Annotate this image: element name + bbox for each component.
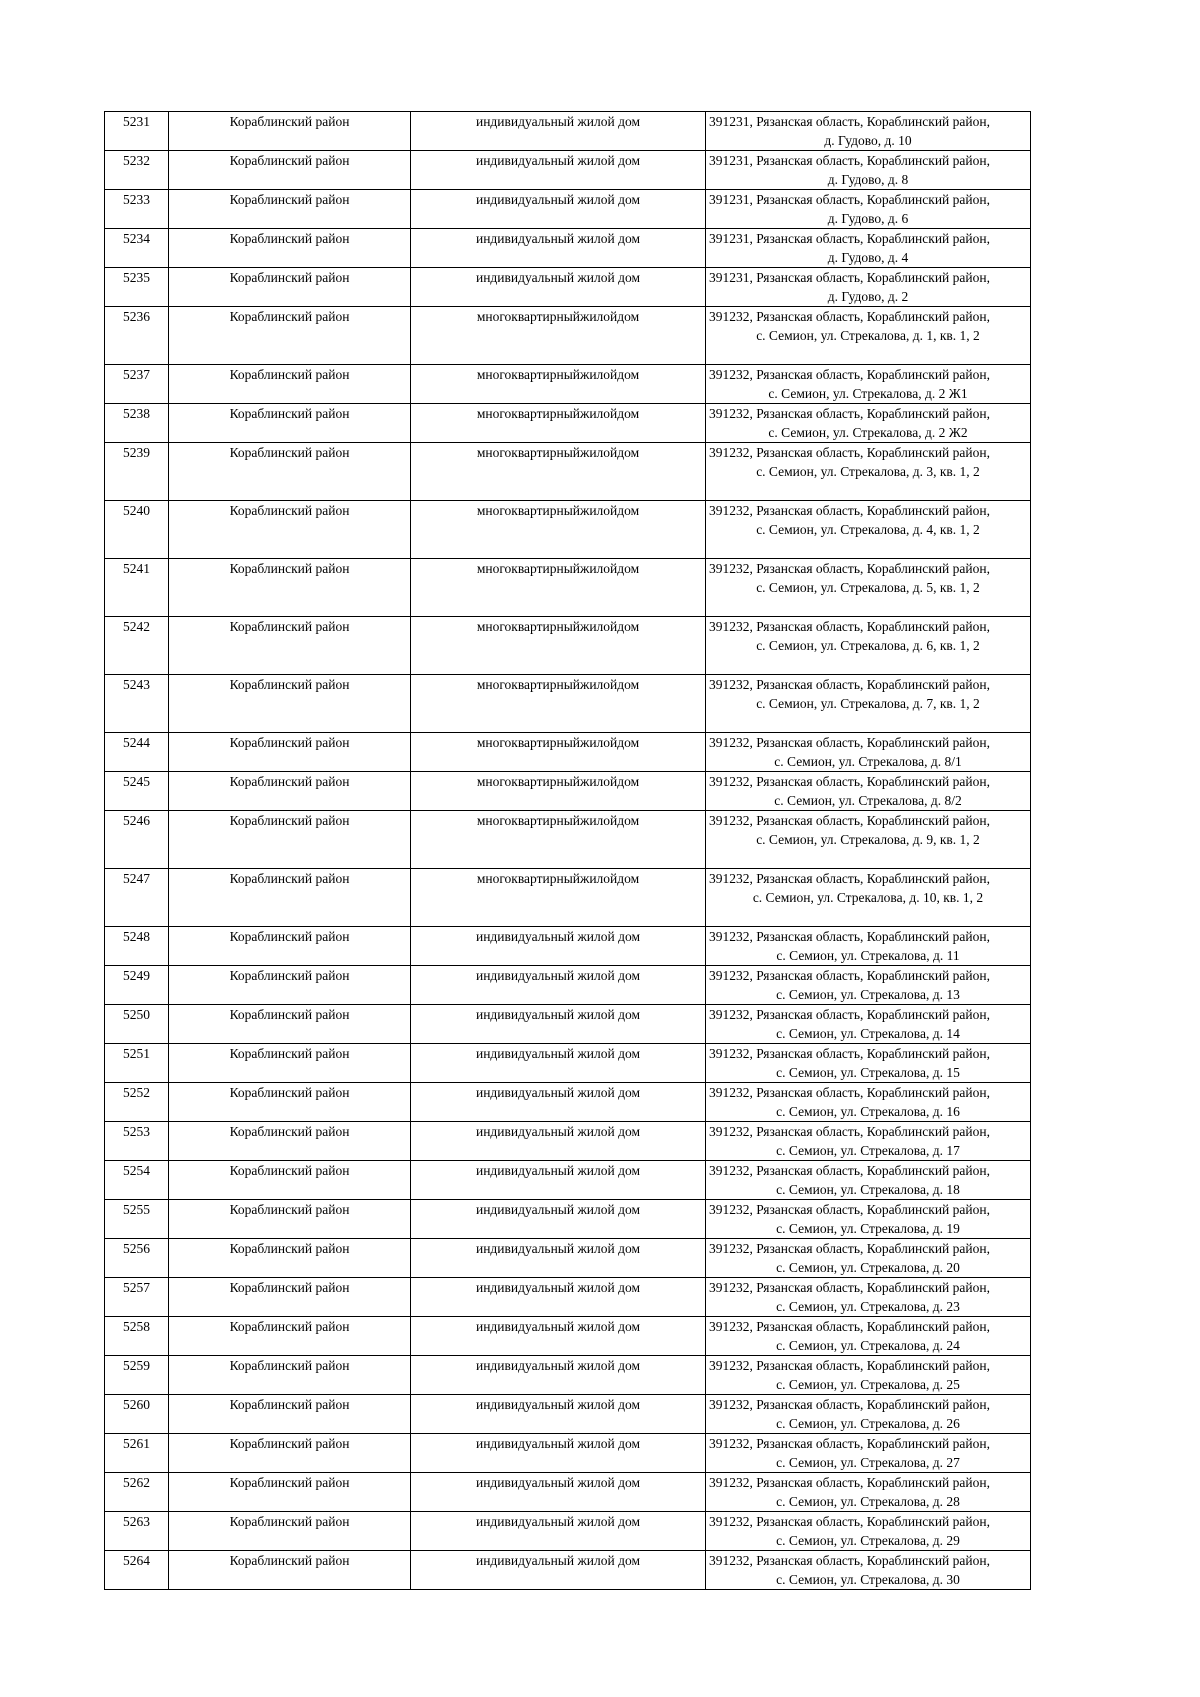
table-row [105, 1161, 1031, 1200]
address-line-1: 391232, Рязанская область, Кораблинский район, [709, 1163, 990, 1178]
building-type-cell: индивидуальный жилой дом [411, 1512, 706, 1551]
address-cell [706, 190, 1031, 229]
address-cell [706, 1317, 1031, 1356]
record-number-cell: 5237 [105, 365, 169, 404]
address-line-1: 391232, Рязанская область, Кораблинский район, [709, 1319, 990, 1334]
address-line-1: 391231, Рязанская область, Кораблинский район, [709, 153, 990, 168]
building-type-cell: индивидуальный жилой дом [411, 151, 706, 190]
address-line-2: с. Семион, ул. Стрекалова, д. 8/1 [774, 754, 962, 769]
district-cell: Кораблинский район [169, 112, 411, 151]
address-line-2: с. Семион, ул. Стрекалова, д. 24 [776, 1338, 960, 1353]
record-number-cell: 5259 [105, 1356, 169, 1395]
district-cell: Кораблинский район [169, 1395, 411, 1434]
address-cell [706, 869, 1031, 927]
address-line-1: 391232, Рязанская область, Кораблинский район, [709, 1358, 990, 1373]
address-line-2: с. Семион, ул. Стрекалова, д. 23 [776, 1299, 960, 1314]
building-type-cell: многоквартирныйжилойдом [411, 365, 706, 404]
address-line-2: с. Семион, ул. Стрекалова, д. 2 Ж2 [768, 425, 968, 440]
record-number-cell: 5241 [105, 559, 169, 617]
address-line-1: 391232, Рязанская область, Кораблинский район, [709, 1475, 990, 1490]
record-number-cell: 5262 [105, 1473, 169, 1512]
district-cell: Кораблинский район [169, 966, 411, 1005]
address-line-2: д. Гудово, д. 6 [827, 211, 909, 226]
building-type-cell: индивидуальный жилой дом [411, 112, 706, 151]
record-number-cell: 5263 [105, 1512, 169, 1551]
district-cell: Кораблинский район [169, 1044, 411, 1083]
record-number-cell: 5254 [105, 1161, 169, 1200]
table-row [105, 1395, 1031, 1434]
address-cell [706, 365, 1031, 404]
building-type-cell: многоквартирныйжилойдом [411, 443, 706, 501]
table-row [105, 1239, 1031, 1278]
record-number-cell: 5247 [105, 869, 169, 927]
address-cell [706, 443, 1031, 501]
district-cell: Кораблинский район [169, 1473, 411, 1512]
table-row [105, 404, 1031, 443]
building-type-cell: индивидуальный жилой дом [411, 1200, 706, 1239]
address-line-1: 391232, Рязанская область, Кораблинский район, [709, 1007, 990, 1022]
address-line-1: 391232, Рязанская область, Кораблинский район, [709, 1514, 990, 1529]
address-line-2: с. Семион, ул. Стрекалова, д. 6, кв. 1, 2 [756, 638, 980, 653]
district-cell: Кораблинский район [169, 1083, 411, 1122]
table-row [105, 1005, 1031, 1044]
record-number-cell: 5264 [105, 1551, 169, 1590]
table-row [105, 559, 1031, 617]
table-row [105, 1356, 1031, 1395]
record-number-cell: 5257 [105, 1278, 169, 1317]
building-type-cell: индивидуальный жилой дом [411, 1122, 706, 1161]
table-row [105, 112, 1031, 151]
district-cell: Кораблинский район [169, 268, 411, 307]
building-type-cell: многоквартирныйжилойдом [411, 559, 706, 617]
table-row [105, 869, 1031, 927]
address-cell [706, 966, 1031, 1005]
table-row [105, 307, 1031, 365]
district-cell: Кораблинский район [169, 1356, 411, 1395]
building-type-cell: индивидуальный жилой дом [411, 1473, 706, 1512]
address-cell [706, 404, 1031, 443]
district-cell: Кораблинский район [169, 811, 411, 869]
table-row [105, 772, 1031, 811]
record-number-cell: 5255 [105, 1200, 169, 1239]
district-cell: Кораблинский район [169, 1434, 411, 1473]
address-cell [706, 1434, 1031, 1473]
table-row [105, 1083, 1031, 1122]
address-line-2: д. Гудово, д. 10 [824, 133, 912, 148]
address-cell [706, 559, 1031, 617]
address-line-1: 391232, Рязанская область, Кораблинский район, [709, 561, 990, 576]
address-cell [706, 501, 1031, 559]
address-cell [706, 1083, 1031, 1122]
address-cell [706, 1356, 1031, 1395]
district-cell: Кораблинский район [169, 675, 411, 733]
address-line-1: 391231, Рязанская область, Кораблинский район, [709, 270, 990, 285]
building-type-cell: индивидуальный жилой дом [411, 229, 706, 268]
address-line-2: с. Семион, ул. Стрекалова, д. 14 [776, 1026, 960, 1041]
address-cell [706, 1239, 1031, 1278]
building-type-cell: многоквартирныйжилойдом [411, 869, 706, 927]
district-cell: Кораблинский район [169, 1200, 411, 1239]
address-line-2: с. Семион, ул. Стрекалова, д. 17 [776, 1143, 960, 1158]
address-cell [706, 112, 1031, 151]
building-type-cell: многоквартирныйжилойдом [411, 733, 706, 772]
record-number-cell: 5238 [105, 404, 169, 443]
building-type-cell: многоквартирныйжилойдом [411, 811, 706, 869]
district-cell: Кораблинский район [169, 443, 411, 501]
building-type-cell: индивидуальный жилой дом [411, 927, 706, 966]
address-line-1: 391232, Рязанская область, Кораблинский район, [709, 445, 990, 460]
building-type-cell: многоквартирныйжилойдом [411, 501, 706, 559]
address-cell [706, 1278, 1031, 1317]
address-line-2: с. Семион, ул. Стрекалова, д. 13 [776, 987, 960, 1002]
address-line-2: д. Гудово, д. 2 [827, 289, 909, 304]
building-type-cell: индивидуальный жилой дом [411, 1044, 706, 1083]
address-cell [706, 772, 1031, 811]
address-line-1: 391232, Рязанская область, Кораблинский район, [709, 1436, 990, 1451]
address-cell [706, 307, 1031, 365]
address-cell [706, 1395, 1031, 1434]
table-row [105, 268, 1031, 307]
record-number-cell: 5251 [105, 1044, 169, 1083]
address-cell [706, 617, 1031, 675]
address-line-1: 391232, Рязанская область, Кораблинский район, [709, 677, 990, 692]
address-line-1: 391232, Рязанская область, Кораблинский район, [709, 813, 990, 828]
address-line-1: 391232, Рязанская область, Кораблинский район, [709, 503, 990, 518]
address-line-1: 391231, Рязанская область, Кораблинский район, [709, 114, 990, 129]
table-row [105, 927, 1031, 966]
address-line-2: д. Гудово, д. 8 [827, 172, 909, 187]
district-cell: Кораблинский район [169, 1551, 411, 1590]
record-number-cell: 5231 [105, 112, 169, 151]
table-row [105, 1044, 1031, 1083]
address-line-1: 391232, Рязанская область, Кораблинский район, [709, 1202, 990, 1217]
record-number-cell: 5232 [105, 151, 169, 190]
address-line-1: 391232, Рязанская область, Кораблинский район, [709, 1553, 990, 1568]
district-cell: Кораблинский район [169, 1005, 411, 1044]
address-line-1: 391232, Рязанская область, Кораблинский район, [709, 1085, 990, 1100]
record-number-cell: 5234 [105, 229, 169, 268]
table-body [105, 112, 1031, 1590]
address-cell [706, 1200, 1031, 1239]
district-cell: Кораблинский район [169, 617, 411, 675]
record-number-cell: 5242 [105, 617, 169, 675]
table-row [105, 190, 1031, 229]
record-number-cell: 5243 [105, 675, 169, 733]
record-number-cell: 5239 [105, 443, 169, 501]
record-number-cell: 5246 [105, 811, 169, 869]
address-line-2: с. Семион, ул. Стрекалова, д. 4, кв. 1, 2 [756, 522, 980, 537]
district-cell: Кораблинский район [169, 1512, 411, 1551]
table-row [105, 151, 1031, 190]
table-row [105, 1512, 1031, 1551]
address-line-2: с. Семион, ул. Стрекалова, д. 18 [776, 1182, 960, 1197]
building-type-cell: многоквартирныйжилойдом [411, 307, 706, 365]
district-cell: Кораблинский район [169, 772, 411, 811]
address-line-2: с. Семион, ул. Стрекалова, д. 2 Ж1 [768, 386, 968, 401]
table-row [105, 811, 1031, 869]
record-number-cell: 5235 [105, 268, 169, 307]
building-type-cell: индивидуальный жилой дом [411, 1395, 706, 1434]
record-number-cell: 5253 [105, 1122, 169, 1161]
table-row [105, 443, 1031, 501]
record-number-cell: 5252 [105, 1083, 169, 1122]
address-line-2: с. Семион, ул. Стрекалова, д. 28 [776, 1494, 960, 1509]
address-line-1: 391232, Рязанская область, Кораблинский район, [709, 774, 990, 789]
district-cell: Кораблинский район [169, 501, 411, 559]
district-cell: Кораблинский район [169, 559, 411, 617]
district-cell: Кораблинский район [169, 733, 411, 772]
district-cell: Кораблинский район [169, 151, 411, 190]
record-number-cell: 5236 [105, 307, 169, 365]
address-line-1: 391231, Рязанская область, Кораблинский район, [709, 192, 990, 207]
address-line-1: 391232, Рязанская область, Кораблинский район, [709, 735, 990, 750]
building-type-cell: индивидуальный жилой дом [411, 1434, 706, 1473]
address-cell [706, 811, 1031, 869]
address-line-2: с. Семион, ул. Стрекалова, д. 1, кв. 1, 2 [756, 328, 980, 343]
address-line-2: с. Семион, ул. Стрекалова, д. 8/2 [774, 793, 962, 808]
building-type-cell: индивидуальный жилой дом [411, 268, 706, 307]
address-line-1: 391232, Рязанская область, Кораблинский район, [709, 406, 990, 421]
district-cell: Кораблинский район [169, 229, 411, 268]
table-row [105, 501, 1031, 559]
address-line-1: 391232, Рязанская область, Кораблинский район, [709, 871, 990, 886]
building-type-cell: многоквартирныйжилойдом [411, 404, 706, 443]
table-row [105, 1278, 1031, 1317]
record-number-cell: 5249 [105, 966, 169, 1005]
table-row [105, 1434, 1031, 1473]
address-cell [706, 1512, 1031, 1551]
table-row [105, 229, 1031, 268]
address-cell [706, 1005, 1031, 1044]
district-cell: Кораблинский район [169, 1161, 411, 1200]
address-line-2: с. Семион, ул. Стрекалова, д. 27 [776, 1455, 960, 1470]
district-cell: Кораблинский район [169, 365, 411, 404]
address-line-2: с. Семион, ул. Стрекалова, д. 7, кв. 1, 2 [756, 696, 980, 711]
district-cell: Кораблинский район [169, 1239, 411, 1278]
address-line-2: с. Семион, ул. Стрекалова, д. 19 [776, 1221, 960, 1236]
table-row [105, 1200, 1031, 1239]
table-row [105, 617, 1031, 675]
address-line-2: с. Семион, ул. Стрекалова, д. 29 [776, 1533, 960, 1548]
address-cell [706, 151, 1031, 190]
address-line-2: с. Семион, ул. Стрекалова, д. 20 [776, 1260, 960, 1275]
table-row [105, 365, 1031, 404]
building-type-cell: многоквартирныйжилойдом [411, 675, 706, 733]
record-number-cell: 5233 [105, 190, 169, 229]
district-cell: Кораблинский район [169, 1122, 411, 1161]
building-type-cell: индивидуальный жилой дом [411, 1551, 706, 1590]
address-line-1: 391231, Рязанская область, Кораблинский район, [709, 231, 990, 246]
building-type-cell: индивидуальный жилой дом [411, 1005, 706, 1044]
record-number-cell: 5261 [105, 1434, 169, 1473]
building-type-cell: индивидуальный жилой дом [411, 1161, 706, 1200]
address-cell [706, 733, 1031, 772]
record-number-cell: 5240 [105, 501, 169, 559]
address-line-2: с. Семион, ул. Стрекалова, д. 25 [776, 1377, 960, 1392]
address-cell [706, 1161, 1031, 1200]
address-cell [706, 675, 1031, 733]
address-line-2: с. Семион, ул. Стрекалова, д. 11 [776, 948, 960, 963]
address-line-1: 391232, Рязанская область, Кораблинский район, [709, 1241, 990, 1256]
record-number-cell: 5260 [105, 1395, 169, 1434]
address-line-1: 391232, Рязанская область, Кораблинский район, [709, 367, 990, 382]
district-cell: Кораблинский район [169, 190, 411, 229]
record-number-cell: 5250 [105, 1005, 169, 1044]
address-cell [706, 927, 1031, 966]
record-number-cell: 5244 [105, 733, 169, 772]
housing-registry-table [104, 111, 1031, 1590]
address-line-2: с. Семион, ул. Стрекалова, д. 16 [776, 1104, 960, 1119]
address-line-1: 391232, Рязанская область, Кораблинский район, [709, 1280, 990, 1295]
address-line-2: с. Семион, ул. Стрекалова, д. 3, кв. 1, 2 [756, 464, 980, 479]
address-cell [706, 229, 1031, 268]
address-line-1: 391232, Рязанская область, Кораблинский район, [709, 619, 990, 634]
table-row [105, 675, 1031, 733]
table-row [105, 1317, 1031, 1356]
building-type-cell: индивидуальный жилой дом [411, 966, 706, 1005]
building-type-cell: многоквартирныйжилойдом [411, 617, 706, 675]
record-number-cell: 5245 [105, 772, 169, 811]
address-line-2: с. Семион, ул. Стрекалова, д. 15 [776, 1065, 960, 1080]
building-type-cell: индивидуальный жилой дом [411, 190, 706, 229]
table-row [105, 1122, 1031, 1161]
address-line-1: 391232, Рязанская область, Кораблинский район, [709, 1397, 990, 1412]
building-type-cell: индивидуальный жилой дом [411, 1356, 706, 1395]
address-line-2: с. Семион, ул. Стрекалова, д. 26 [776, 1416, 960, 1431]
record-number-cell: 5258 [105, 1317, 169, 1356]
address-line-1: 391232, Рязанская область, Кораблинский район, [709, 1046, 990, 1061]
record-number-cell: 5248 [105, 927, 169, 966]
building-type-cell: индивидуальный жилой дом [411, 1278, 706, 1317]
building-type-cell: многоквартирныйжилойдом [411, 772, 706, 811]
district-cell: Кораблинский район [169, 927, 411, 966]
building-type-cell: индивидуальный жилой дом [411, 1239, 706, 1278]
address-line-1: 391232, Рязанская область, Кораблинский район, [709, 1124, 990, 1139]
record-number-cell: 5256 [105, 1239, 169, 1278]
building-type-cell: индивидуальный жилой дом [411, 1317, 706, 1356]
building-type-cell: индивидуальный жилой дом [411, 1083, 706, 1122]
address-cell [706, 1044, 1031, 1083]
address-line-2: с. Семион, ул. Стрекалова, д. 30 [776, 1572, 960, 1587]
address-cell [706, 1122, 1031, 1161]
address-line-2: с. Семион, ул. Стрекалова, д. 9, кв. 1, 2 [756, 832, 980, 847]
address-cell [706, 1551, 1031, 1590]
address-line-2: с. Семион, ул. Стрекалова, д. 10, кв. 1, 2 [752, 890, 984, 905]
table-row [105, 733, 1031, 772]
address-line-2: д. Гудово, д. 4 [827, 250, 909, 265]
address-cell [706, 1473, 1031, 1512]
table-row [105, 1473, 1031, 1512]
table-row [105, 1551, 1031, 1590]
table-row [105, 966, 1031, 1005]
district-cell: Кораблинский район [169, 404, 411, 443]
address-line-1: 391232, Рязанская область, Кораблинский район, [709, 929, 990, 944]
address-cell [706, 268, 1031, 307]
address-line-2: с. Семион, ул. Стрекалова, д. 5, кв. 1, 2 [756, 580, 980, 595]
district-cell: Кораблинский район [169, 1278, 411, 1317]
district-cell: Кораблинский район [169, 1317, 411, 1356]
address-line-1: 391232, Рязанская область, Кораблинский район, [709, 309, 990, 324]
address-line-1: 391232, Рязанская область, Кораблинский район, [709, 968, 990, 983]
district-cell: Кораблинский район [169, 869, 411, 927]
district-cell: Кораблинский район [169, 307, 411, 365]
